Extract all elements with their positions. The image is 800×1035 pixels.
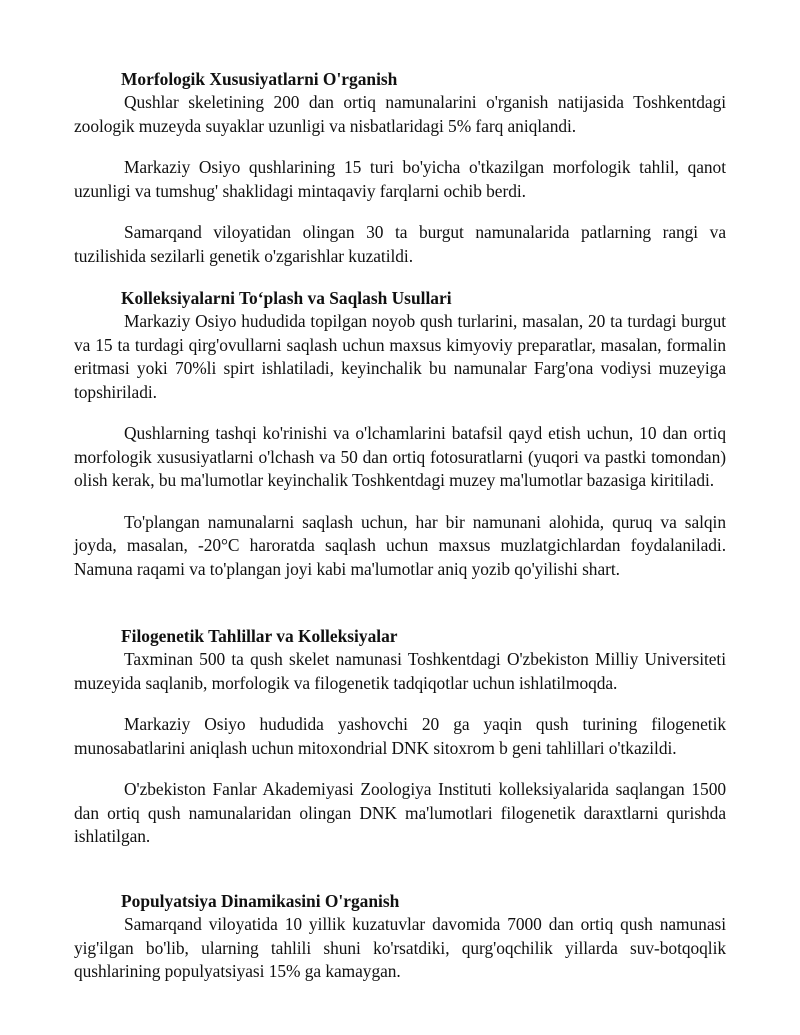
paragraph: Samarqand viloyatida 10 yillik kuzatuvlar davomida 7000 dan ortiq qush namunasi yig'ilgan bo'lib, ularning tahlili shuni ko'rsatdiki, qurg'oqchilik yillarda suv-botqoqlik qushlarining populyatsiyasi 15% ga kamaygan.: [74, 914, 726, 981]
paragraph: Markaziy Osiyo hududida topilgan noyob qush turlarini, masalan, 20 ta turdagi burgut va 15 ta turdagi qirg'ovullarni saqlash uchun maxsus kimyoviy preparatlar, masalan, formalin eritmasi yoki 70%li spirt ishlatiladi, keyinchalik bu namunalar Farg'ona vodiysi muzeyiga topshiriladi.: [74, 311, 726, 402]
paragraph: Samarqand viloyatidan olingan 30 ta burgut namunalarida patlarning rangi va tuzilishida sezilarli genetik o'zgarishlar kuzatildi.: [74, 222, 726, 266]
section-population-dynamics: [74, 890, 726, 984]
section-morphology: [74, 68, 726, 268]
paragraph: Markaziy Osiyo hududida yashovchi 20 ga yaqin qush turining filogenetik munosabatlarini aniqlash uchun mitoxondrial DNK sitoxrom b geni tahlillari o'tkazildi.: [74, 714, 726, 758]
paragraph: Markaziy Osiyo qushlarining 15 turi bo'yicha o'tkazilgan morfologik tahlil, qanot uzunligi va tumshug' shaklidagi mintaqaviy farqlarni ochib berdi.: [74, 157, 726, 201]
paragraph: Qushlar skeletining 200 dan ortiq namunalarini o'rganish natijasida Toshkentdagi zoologik muzeyda suyaklar uzunligi va nisbatlaridagi 5% farq aniqlandi.: [74, 92, 726, 136]
section-heading: Morfologik Xususiyatlarni O'rganish: [121, 69, 398, 89]
section-heading: Kolleksiyalarni To‘plash va Saqlash Usullari: [121, 288, 452, 308]
section-phylogenetics: [74, 625, 726, 849]
section-heading: Filogenetik Tahlillar va Kolleksiyalar: [121, 626, 398, 646]
section-collection-methods: [74, 287, 726, 581]
section-heading: Populyatsiya Dinamikasini O'rganish: [121, 891, 400, 911]
paragraph: O'zbekiston Fanlar Akademiyasi Zoologiya Instituti kolleksiyalarida saqlangan 1500 dan ortiq qush namunalaridan olingan DNK ma'lumotlari filogenetik daraxtlarni qurishda ishlatilgan.: [74, 779, 726, 846]
paragraph: Qushlarning tashqi ko'rinishi va o'lchamlarini batafsil qayd etish uchun, 10 dan ortiq morfologik xususiyatlarni o'lchash va 50 dan ortiq fotosuratlarni (yuqori va pastki tomondan) olish kerak, bu ma'lumotlar keyinchalik Toshkentdagi muzey ma'lumotlar bazasiga kiritiladi.: [74, 423, 726, 490]
paragraph: To'plangan namunalarni saqlash uchun, har bir namunani alohida, quruq va salqin joyda, masalan, -20°C haroratda saqlash uchun maxsus muzlatgichlardan foydalaniladi. Namuna raqami va to'plangan joyi kabi ma'lumotlar aniq yozib qo'yilishi shart.: [74, 511, 726, 579]
paragraph: Taxminan 500 ta qush skelet namunasi Toshkentdagi O'zbekiston Milliy Universiteti muzeyida saqlanib, morfologik va filogenetik tadqiqotlar uchun ishlatilmoqda.: [74, 649, 726, 693]
